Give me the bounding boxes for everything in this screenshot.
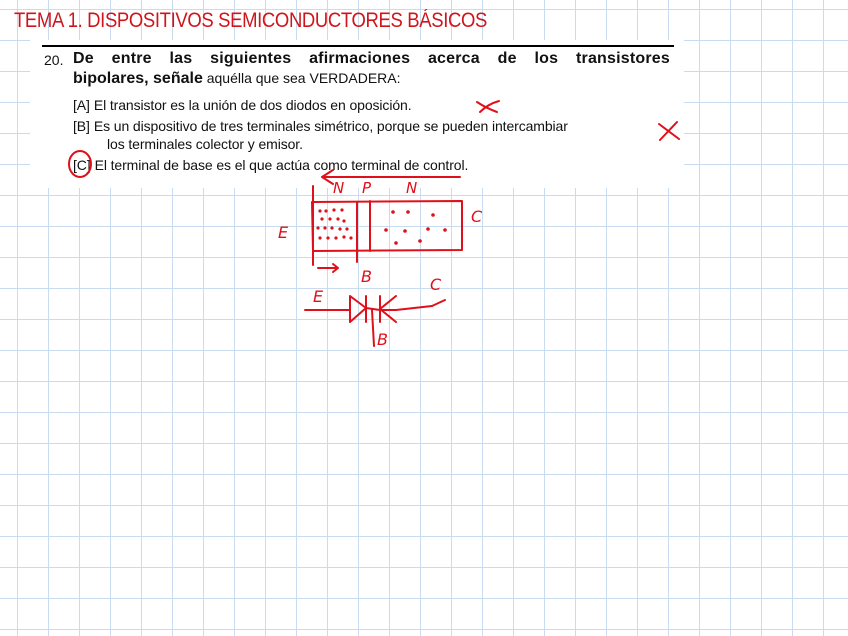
region-label-n2: N [406, 179, 418, 197]
option-a[interactable] [73, 97, 412, 113]
option-b-text: Es un dispositivo de tres terminales simétrico, porque se pueden intercambiar [93, 118, 568, 134]
option-c-text: El terminal de base es el que actúa como terminal de control. [94, 157, 469, 173]
question-emphasis: bipolares, señale [73, 70, 203, 87]
transistor-block [312, 201, 462, 251]
region-label-n1: N [333, 179, 345, 197]
page-title: TEMA 1. DISPOSITIVOS SEMICONDUCTORES BÁSICOS [14, 9, 487, 32]
option-b[interactable] [73, 118, 568, 134]
option-b-letter: [B] [73, 118, 90, 134]
collector-mark-icon [432, 300, 445, 306]
region-label-p: P [362, 179, 372, 197]
terminal-label-b: B [361, 267, 372, 286]
question-number: 20. [44, 52, 64, 68]
option-a-letter: [A] [73, 97, 90, 113]
option-c-letter: [C] [73, 157, 91, 173]
option-b-cont: los terminales colector y emisor. [107, 136, 303, 152]
divider [42, 45, 674, 47]
option-c[interactable] [73, 157, 468, 173]
terminal-label-e: E [278, 223, 289, 242]
question-statement-cont [73, 70, 401, 88]
base-lead [372, 310, 374, 346]
carrier-dots [316, 208, 446, 244]
small-arrow-icon [318, 264, 338, 272]
diode-symbol [305, 296, 432, 322]
option-a-text: El transistor es la unión de dos diodos en oposición. [93, 97, 412, 113]
question-statement: De entre las siguientes afirmaciones acerca de los transistores [73, 50, 670, 67]
diode-label-e: E [313, 287, 324, 306]
question-instruction: aquélla que sea VERDADERA: [202, 70, 401, 86]
diode-label-b: B [377, 330, 388, 349]
diode-label-c: C [430, 275, 442, 294]
terminal-label-c: C [471, 207, 483, 226]
